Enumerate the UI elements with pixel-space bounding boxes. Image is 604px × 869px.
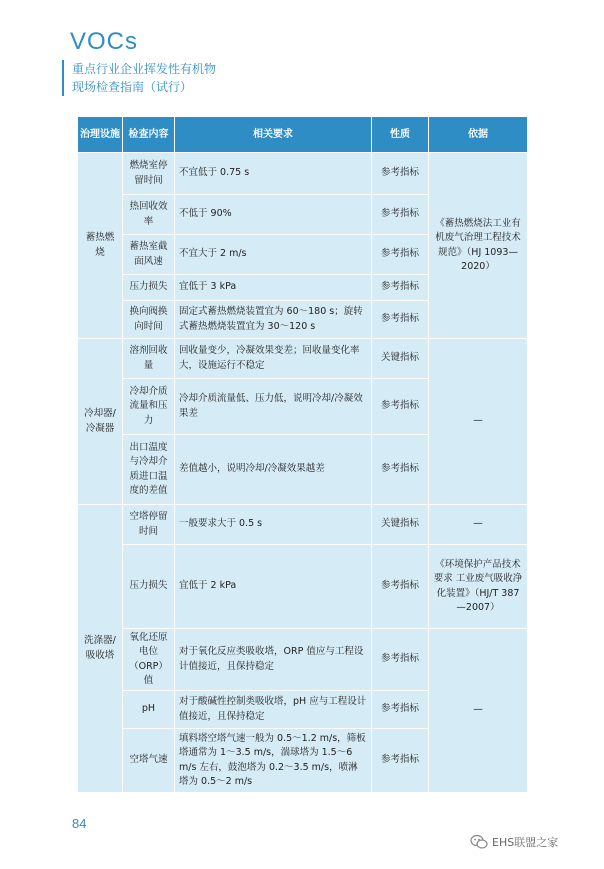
nature-cell: 参考指标 (372, 435, 429, 505)
requirement-cell: 不低于 90% (175, 195, 372, 235)
requirement-cell: 冷却介质流量低、压力低，说明冷却/冷凝效果差 (175, 379, 372, 435)
facility-cell: 洗涤器/吸收塔 (78, 505, 123, 793)
item-cell: 出口温度与冷却介质进口温度的差值 (123, 435, 175, 505)
requirement-cell: 对于酸碱性控制类吸收塔，pH 应与工程设计值接近，且保持稳定 (175, 691, 372, 729)
table-row (78, 629, 528, 691)
column-header: 相关要求 (175, 117, 372, 153)
requirement-cell: 回收量变少，冷凝效果变差；回收量变化率大，设施运行不稳定 (175, 339, 372, 379)
nature-cell: 关键指标 (372, 505, 429, 545)
nature-cell: 参考指标 (372, 379, 429, 435)
item-cell: 换向阀换向时间 (123, 301, 175, 339)
subtitle-line-1: 重点行业企业挥发性有机物 (72, 62, 217, 76)
table-row (78, 153, 528, 195)
table-header-row (78, 117, 528, 153)
item-cell: 冷却介质流量和压力 (123, 379, 175, 435)
nature-cell: 参考指标 (372, 691, 429, 729)
nature-cell: 参考指标 (372, 545, 429, 629)
item-cell: 溶剂回收量 (123, 339, 175, 379)
watermark-text: EHS联盟之家 (492, 836, 559, 849)
wechat-icon (470, 834, 488, 850)
requirement-cell: 不宜大于 2 m/s (175, 235, 372, 275)
nature-cell: 参考指标 (372, 235, 429, 275)
column-header: 依据 (429, 117, 528, 153)
requirement-cell: 一般要求大于 0.5 s (175, 505, 372, 545)
requirement-cell: 差值越小，说明冷却/冷凝效果越差 (175, 435, 372, 505)
requirement-cell: 固定式蓄热燃烧装置宜为 60～180 s；旋转式蓄热燃烧装置宜为 30～120 s (175, 301, 372, 339)
table-row (78, 339, 528, 379)
requirement-cell: 宜低于 3 kPa (175, 275, 372, 301)
requirement-cell: 宜低于 2 kPa (175, 545, 372, 629)
item-cell: 燃烧室停留时间 (123, 153, 175, 195)
facility-cell: 蓄热燃烧 (78, 153, 123, 339)
header-divider (62, 60, 64, 96)
requirement-cell: 对于氧化反应类吸收塔，ORP 值应与工程设计值接近，且保持稳定 (175, 629, 372, 691)
basis-cell: 《蓄热燃烧法工业有机废气治理工程技术规范》（HJ 1093—2020） (429, 153, 528, 339)
nature-cell: 参考指标 (372, 195, 429, 235)
item-cell: 压力损失 (123, 275, 175, 301)
item-cell: 压力损失 (123, 545, 175, 629)
watermark (470, 834, 558, 850)
table-row (78, 545, 528, 629)
facility-cell: 冷却器/冷凝器 (78, 339, 123, 505)
inspection-table (77, 116, 528, 793)
item-cell: pH (123, 691, 175, 729)
basis-cell: — (429, 505, 528, 545)
nature-cell: 参考指标 (372, 275, 429, 301)
column-header: 检查内容 (123, 117, 175, 153)
nature-cell: 参考指标 (372, 153, 429, 195)
column-header: 治理设施 (78, 117, 123, 153)
nature-cell: 参考指标 (372, 629, 429, 691)
basis-cell: — (429, 629, 528, 793)
basis-cell: — (429, 339, 528, 505)
brand-title: VOCs (70, 28, 139, 55)
requirement-cell: 不宜低于 0.75 s (175, 153, 372, 195)
basis-cell: 《环境保护产品技术要求 工业废气吸收净化装置》（HJ/T 387—2007） (429, 545, 528, 629)
nature-cell: 关键指标 (372, 339, 429, 379)
item-cell: 空塔气速 (123, 729, 175, 793)
item-cell: 蓄热室截面风速 (123, 235, 175, 275)
item-cell: 空塔停留时间 (123, 505, 175, 545)
requirement-cell: 填料塔空塔气速一般为 0.5～1.2 m/s，筛板塔通常为 1～3.5 m/s，湍球塔为 1.5～6 m/s 左右，鼓泡塔为 0.2～3.5 m/s，喷淋塔为 0.5～2 m/s (175, 729, 372, 793)
table-row (78, 505, 528, 545)
item-cell: 热回收效率 (123, 195, 175, 235)
column-header: 性质 (372, 117, 429, 153)
nature-cell: 参考指标 (372, 301, 429, 339)
page-number: 84 (72, 816, 87, 831)
nature-cell: 参考指标 (372, 729, 429, 793)
subtitle-line-2: 现场检查指南（试行） (72, 80, 193, 94)
item-cell: 氧化还原电位（ORP）值 (123, 629, 175, 691)
